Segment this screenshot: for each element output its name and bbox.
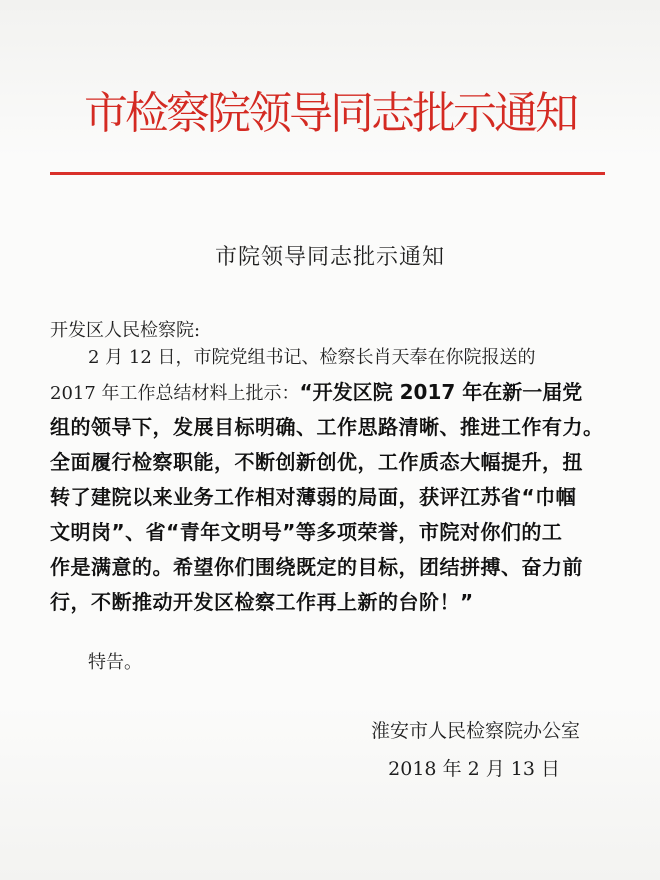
quote-line: 行，不断推动开发区检察工作再上新的台阶！” <box>50 590 474 614</box>
document-header-title: 市检察院领导同志批示通知 <box>84 88 576 139</box>
quote-line: 组的领导下，发展目标明确、工作思路清晰、推进工作有力。 <box>50 415 604 439</box>
quote-segment: “开发区院 2017 年在新一届党 <box>299 380 583 404</box>
closing-remark: 特告。 <box>88 652 142 673</box>
issue-date: 2018 年 2 月 13 日 <box>388 758 560 780</box>
body-line-segment: 2017 年工作总结材料上批示： <box>50 383 300 404</box>
issuer-signature: 淮安市人民检察院办公室 <box>370 720 580 742</box>
salutation: 开发区人民检察院: <box>50 320 201 341</box>
quote-line: 文明岗”、省“青年文明号”等多项荣誉，市院对你们的工 <box>50 520 563 544</box>
body-line: 2 月 12 日，市院党组书记、检察长肖天奉在你院报送的 <box>88 347 536 368</box>
body-line <box>50 375 625 410</box>
notice-title: 市院领导同志批示通知 <box>214 245 445 270</box>
quote-line: 作是满意的。希望你们围绕既定的目标，团结拼搏、奋力前 <box>50 555 583 579</box>
quote-line: 转了建院以来业务工作相对薄弱的局面，获评江苏省“巾帼 <box>50 485 577 509</box>
header-divider <box>50 172 605 175</box>
notice-body <box>50 340 625 620</box>
quote-line: 全面履行检察职能，不断创新创优，工作质态大幅提升，扭 <box>50 450 583 474</box>
